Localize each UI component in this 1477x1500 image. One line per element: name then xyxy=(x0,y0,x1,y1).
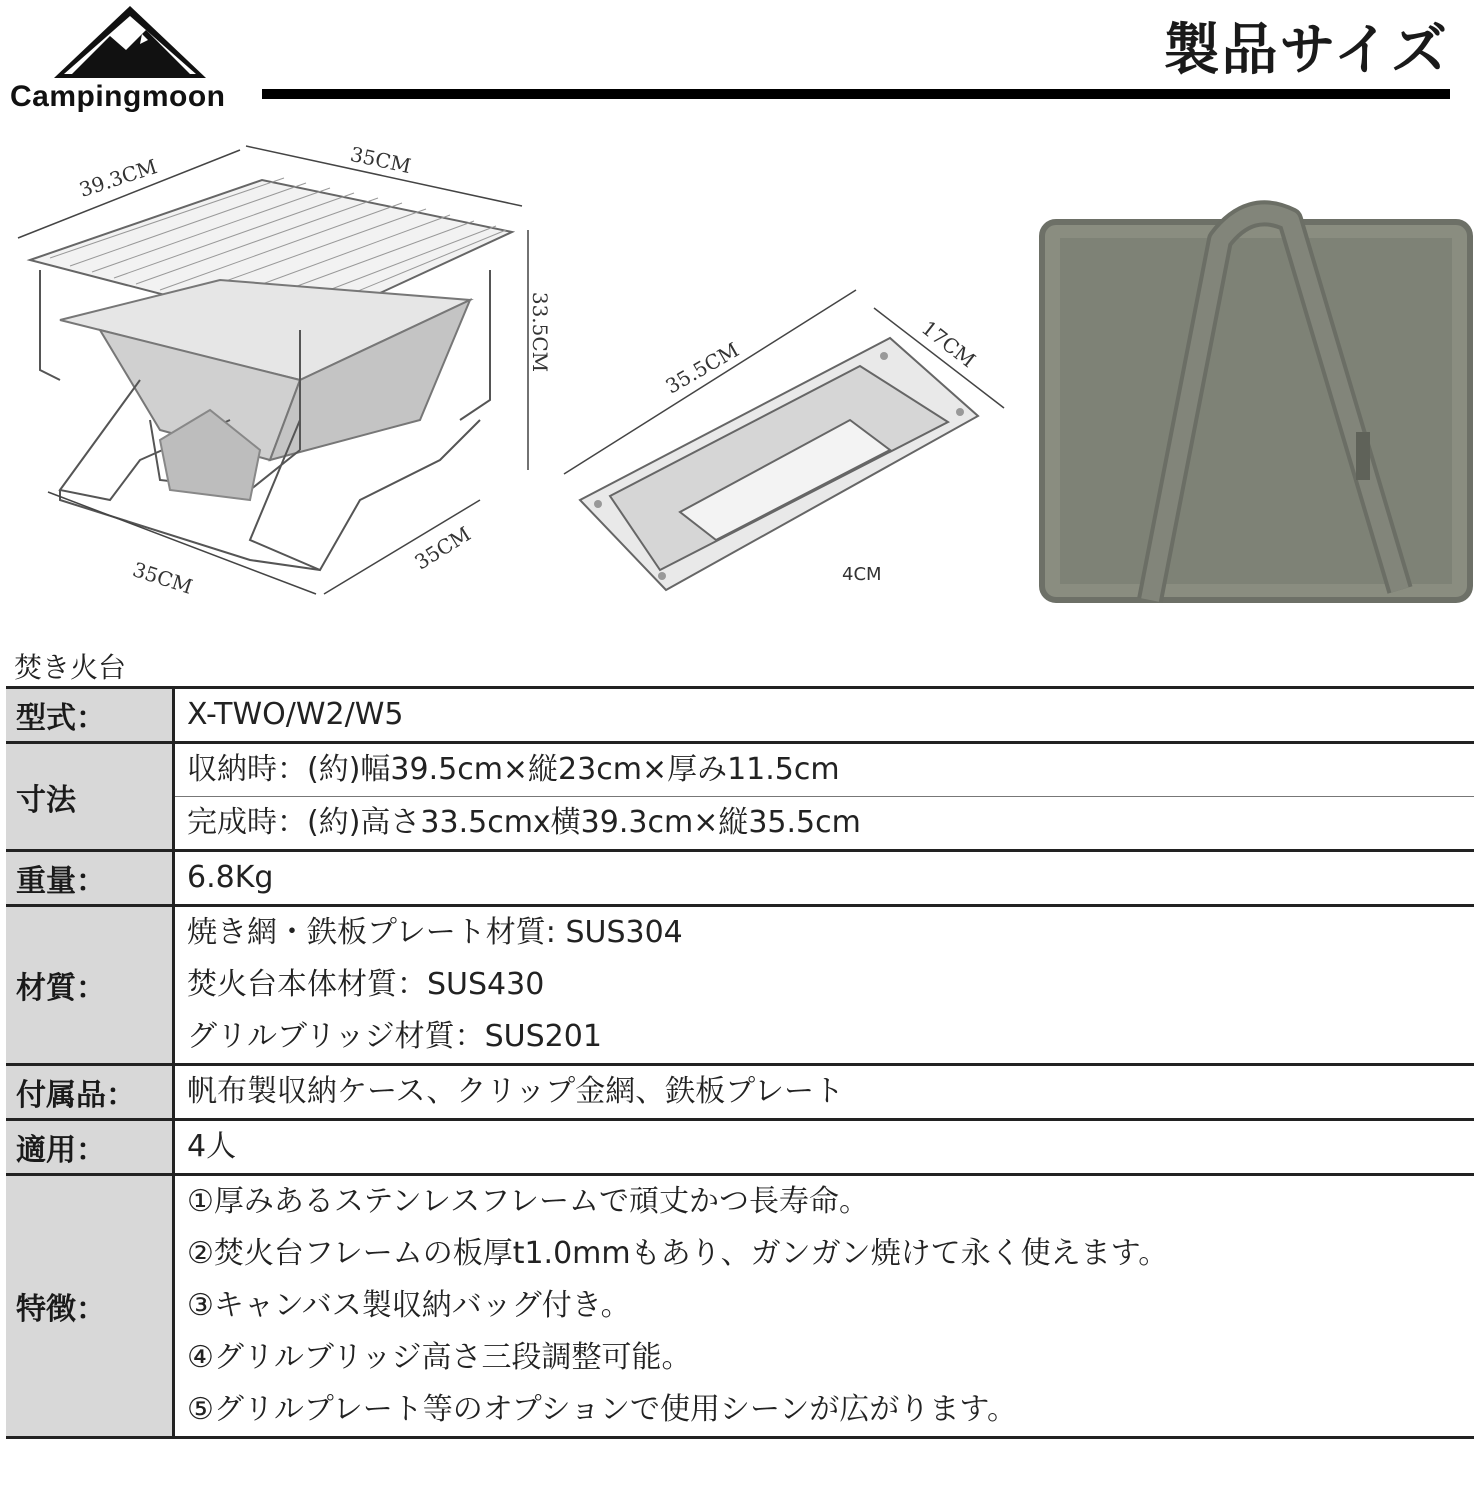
plate-depth-dimension: 4CM xyxy=(842,564,882,585)
spec-value: 完成時：(約)高さ33.5cmx横39.3cm×縦35.5cm xyxy=(174,797,1475,851)
spec-value: ①厚みあるステンレスフレームで頑丈かつ長寿命。 ②焚火台フレームの板厚t1.0mmもあり、ガンガン焼けて永く使えます。 ③キャンバス製収納バッグ付き。 ④グリルブリッジ高さ三段調整可能。 ⑤グリルプレート等のオプションで使用シーンが広がります。 xyxy=(174,1175,1475,1438)
spec-label: 寸法 xyxy=(6,743,174,851)
canvas-storage-bag-illustration xyxy=(1042,213,1470,600)
spec-value: 4人 xyxy=(174,1120,1475,1175)
spec-value: 帆布製収納ケース、クリップ金網、鉄板プレート xyxy=(174,1065,1475,1120)
brand-name: Campingmoon xyxy=(10,80,226,113)
height-dimension: 33.5CM xyxy=(528,291,553,373)
product-figure xyxy=(0,120,1477,630)
spec-row-weight xyxy=(6,851,1474,906)
base-front-dimension: 35CM xyxy=(129,557,196,599)
spec-row-model xyxy=(6,688,1474,743)
spec-label: 適用： xyxy=(6,1120,174,1175)
spec-row-features xyxy=(6,1175,1474,1438)
spec-row-accessories xyxy=(6,1065,1474,1120)
plate-length-dimension: 35.5CM xyxy=(661,337,743,399)
spec-row-capacity xyxy=(6,1120,1474,1175)
spec-row-material xyxy=(6,906,1474,1065)
spec-label: 型式： xyxy=(6,688,174,743)
spec-value: 焼き網・鉄板プレート材質: SUS304 焚火台本体材質：SUS430 グリルブリッジ材質：SUS201 xyxy=(174,906,1475,1065)
spec-label: 付属品： xyxy=(6,1065,174,1120)
grate-width-dimension: 35CM xyxy=(348,141,414,179)
base-side-dimension: 35CM xyxy=(410,521,475,575)
spec-row-dimensions xyxy=(6,743,1474,797)
mountain-logo-icon xyxy=(50,4,210,82)
plate-width-dimension: 17CM xyxy=(917,315,981,373)
spec-label: 重量： xyxy=(6,851,174,906)
header-rule xyxy=(262,89,1450,99)
spec-value: 6.8Kg xyxy=(174,851,1475,906)
page-title: 製品サイズ xyxy=(1163,18,1449,83)
spec-value: X-TWO/W2/W5 xyxy=(187,697,404,732)
brand-logo xyxy=(10,4,250,112)
spec-table xyxy=(6,686,1474,1439)
spec-label: 材質： xyxy=(6,906,174,1065)
section-label: 焚き火台 xyxy=(14,651,127,684)
spec-row-dimensions-2 xyxy=(6,797,1474,851)
spec-value: 収納時：(約)幅39.5cm×縦23cm×厚み11.5cm xyxy=(174,743,1475,797)
spec-label: 特徴： xyxy=(6,1175,174,1438)
grate-depth-dimension: 39.3CM xyxy=(76,154,161,202)
